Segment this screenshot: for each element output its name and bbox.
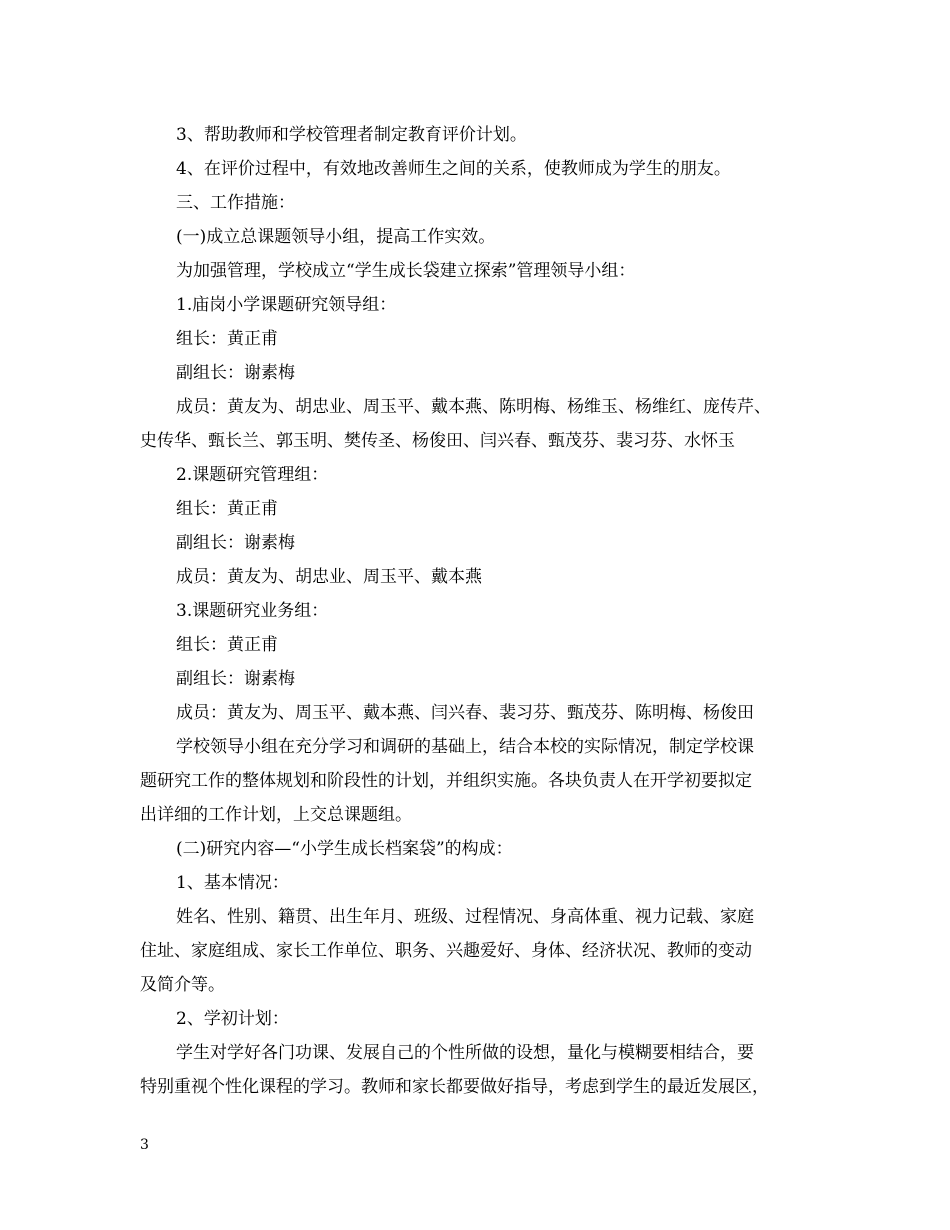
text-line: 三、工作措施： bbox=[176, 193, 295, 213]
text-line: 1、基本情况： bbox=[176, 873, 289, 893]
text-line: 成员：黄友为、胡忠业、周玉平、戴本燕 bbox=[176, 567, 482, 587]
text-line: 2、学初计划： bbox=[176, 1009, 289, 1029]
text-line: 1.庙岗小学课题研究领导组： bbox=[176, 295, 397, 315]
text-line: 成员：黄友为、周玉平、戴本燕、闫兴春、裴习芬、甄茂芬、陈明梅、杨俊田 bbox=[176, 703, 754, 723]
text-line: 组长：黄正甫 bbox=[176, 499, 278, 519]
text-line: 特别重视个性化课程的学习。教师和家长都要做好指导，考虑到学生的最近发展区， bbox=[140, 1077, 769, 1097]
text-line: 组长：黄正甫 bbox=[176, 329, 278, 349]
text-line: 4、在评价过程中，有效地改善师生之间的关系，使教师成为学生的朋友。 bbox=[176, 159, 731, 179]
text-line: 及简介等。 bbox=[140, 975, 225, 995]
text-line: 为加强管理，学校成立“学生成长袋建立探索”管理领导小组： bbox=[176, 261, 636, 281]
text-line: 副组长：谢素梅 bbox=[176, 669, 295, 689]
text-line: 3、帮助教师和学校管理者制定教育评价计划。 bbox=[176, 125, 527, 145]
document-body bbox=[140, 118, 830, 1104]
text-line: 出详细的工作计划，上交总课题组。 bbox=[140, 805, 412, 825]
text-line: (一)成立总课题领导小组，提高工作实效。 bbox=[176, 227, 496, 247]
text-line: 学校领导小组在充分学习和调研的基础上，结合本校的实际情况，制定学校课 bbox=[176, 737, 754, 757]
text-line: 题研究工作的整体规划和阶段性的计划，并组织实施。各块负责人在开学初要拟定 bbox=[140, 771, 752, 791]
text-line: 成员：黄友为、胡忠业、周玉平、戴本燕、陈明梅、杨维玉、杨维红、庞传芹、 bbox=[176, 397, 771, 417]
text-line: 2.课题研究管理组： bbox=[176, 465, 329, 485]
text-line: 住址、家庭组成、家长工作单位、职务、兴趣爱好、身体、经济状况、教师的变动 bbox=[140, 941, 752, 961]
text-line: 副组长：谢素梅 bbox=[176, 363, 295, 383]
text-line: (二)研究内容—“小学生成长档案袋”的构成： bbox=[176, 839, 513, 859]
text-line: 3.课题研究业务组： bbox=[176, 601, 329, 621]
text-line: 姓名、性别、籍贯、出生年月、班级、过程情况、身高体重、视力记载、家庭 bbox=[176, 907, 754, 927]
page-number: 3 bbox=[140, 1137, 149, 1153]
text-line: 副组长：谢素梅 bbox=[176, 533, 295, 553]
text-line: 组长：黄正甫 bbox=[176, 635, 278, 655]
text-line: 学生对学好各门功课、发展自己的个性所做的设想，量化与模糊要相结合，要 bbox=[176, 1043, 754, 1063]
text-line: 史传华、甄长兰、郭玉明、樊传圣、杨俊田、闫兴春、甄茂芬、裴习芬、水怀玉 bbox=[140, 431, 735, 451]
